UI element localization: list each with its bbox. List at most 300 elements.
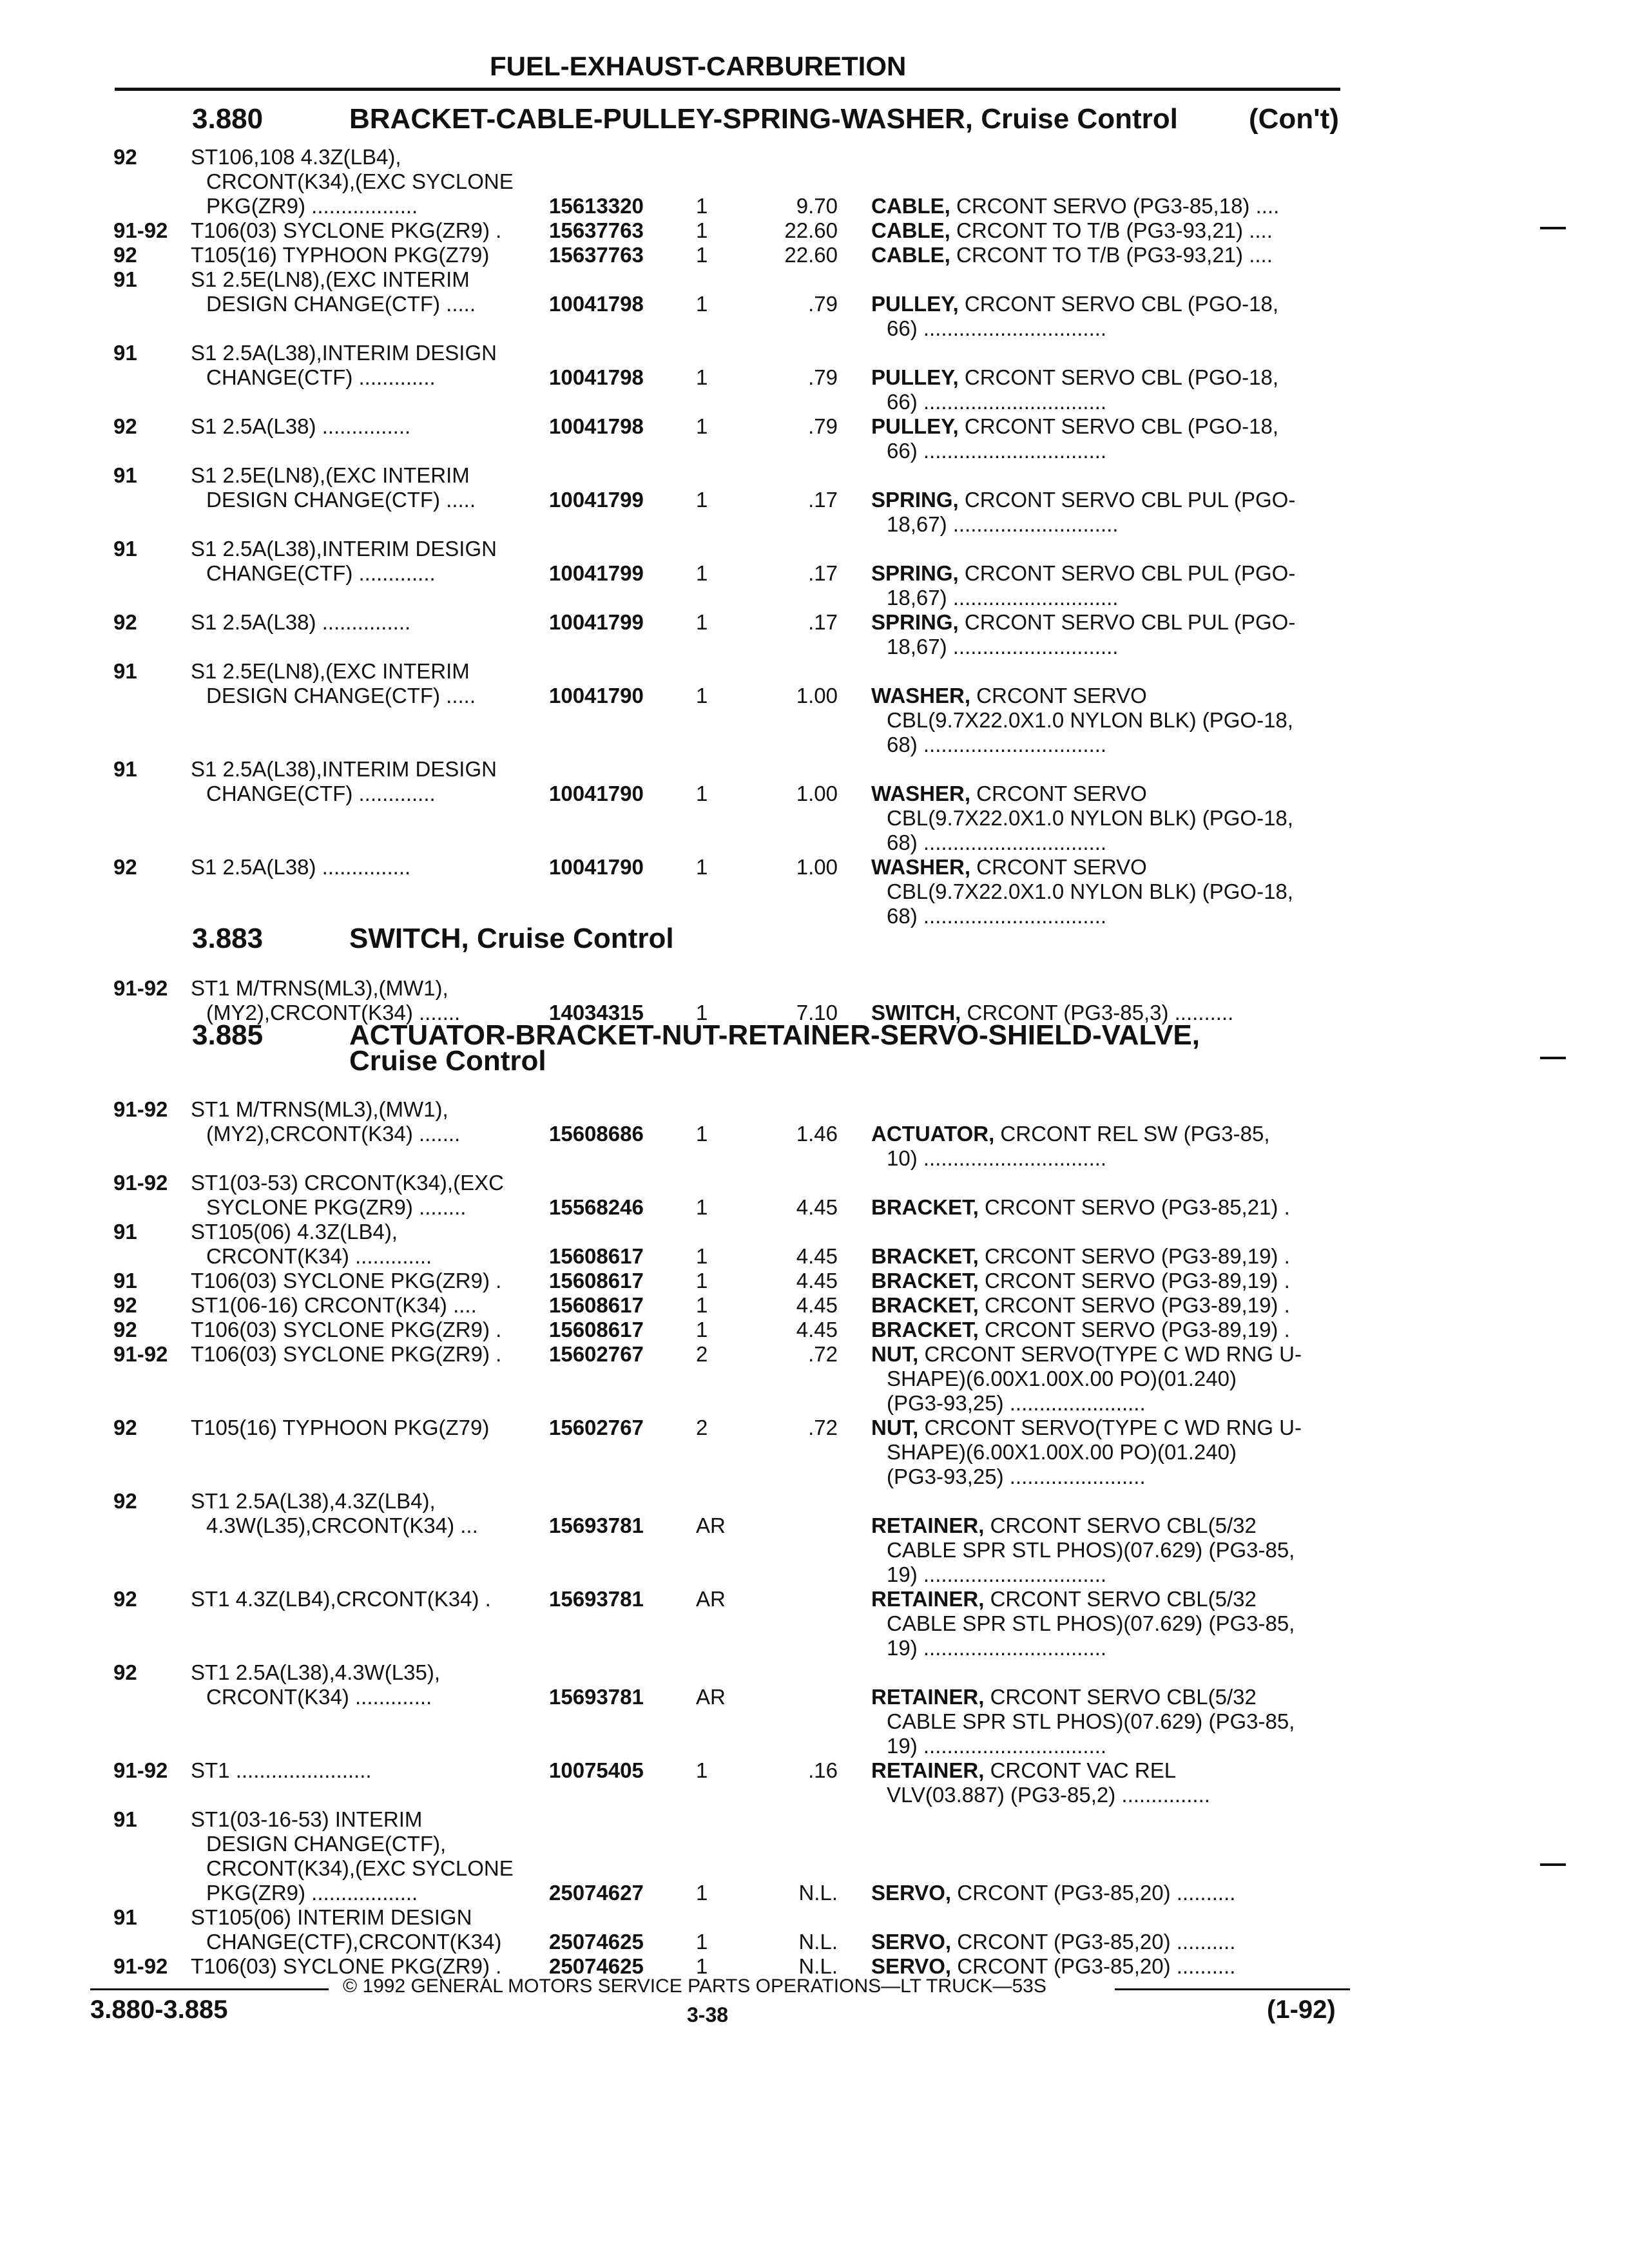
row-part-name-detail: SHAPE)(6.00X1.00X.00 PO)(01.240) [887, 1440, 1237, 1464]
row-quantity: 1 [696, 365, 708, 389]
row-price: 7.10 [796, 1001, 838, 1024]
row-description: ST1(03-16-53) INTERIM [191, 1807, 423, 1831]
row-part-name-keyword: SWITCH, [871, 1001, 961, 1024]
row-part-name [871, 1244, 1290, 1269]
row-part-name [871, 218, 1273, 243]
row-description: ST105(06) 4.3Z(LB4), [191, 1220, 398, 1244]
row-quantity: 1 [696, 488, 708, 512]
row-part-name-keyword: SERVO, [871, 1954, 952, 1978]
row-part-name-keyword: WASHER, [871, 684, 971, 707]
row-part-name-detail: 68) ............................... [887, 904, 1107, 928]
row-part-name [887, 1391, 1146, 1416]
row-part-name-detail: CRCONT VAC REL [984, 1758, 1177, 1782]
row-part-number: 15693781 [549, 1587, 644, 1611]
row-year: 91-92 [113, 1954, 168, 1978]
row-part-name-keyword: BRACKET, [871, 1293, 979, 1317]
row-part-name [871, 1587, 1257, 1611]
row-year: 91-92 [113, 1171, 168, 1195]
row-price: 22.60 [784, 218, 838, 242]
row-part-name-keyword: BRACKET, [871, 1318, 979, 1341]
row-part-number: 15693781 [549, 1514, 644, 1537]
row-quantity: 1 [696, 1122, 708, 1146]
row-part-name [887, 512, 1118, 537]
row-quantity: 1 [696, 1269, 708, 1293]
row-year: 92 [113, 1293, 137, 1317]
row-part-name [871, 1269, 1290, 1293]
row-quantity: 1 [696, 1954, 708, 1978]
row-part-name [871, 1293, 1290, 1318]
section-title: ACTUATOR-BRACKET-NUT-RETAINER-SERVO-SHIELD-VALVE, [349, 1019, 1200, 1051]
row-quantity: AR [696, 1514, 726, 1537]
row-part-name [887, 831, 1106, 855]
row-price: .79 [808, 365, 838, 389]
row-quantity: 1 [696, 292, 708, 316]
row-part-name [871, 1318, 1290, 1342]
row-part-name-detail: CRCONT SERVO CBL(5/32 [984, 1685, 1257, 1709]
page-header-title: FUEL-EXHAUST-CARBURETION [490, 51, 907, 81]
row-part-name-detail: CRCONT SERVO (PG3-85,18) .... [950, 194, 1280, 218]
row-price: N.L. [798, 1930, 838, 1954]
row-year: 91 [113, 341, 137, 365]
row-description: CRCONT(K34),(EXC SYCLONE [206, 1856, 514, 1880]
section-title: BRACKET-CABLE-PULLEY-SPRING-WASHER, Cruise Control [349, 103, 1178, 135]
row-part-name-detail: CRCONT SERVO (PG3-89,19) . [978, 1244, 1290, 1268]
row-description: T106(03) SYCLONE PKG(ZR9) . [191, 1318, 502, 1341]
row-part-name-keyword: CABLE, [871, 243, 950, 267]
row-part-name-keyword: SPRING, [871, 561, 959, 585]
row-part-number: 15602767 [549, 1416, 644, 1439]
row-description: (MY2),CRCONT(K34) ....... [206, 1001, 461, 1024]
row-part-name-detail: CBL(9.7X22.0X1.0 NYLON BLK) (PGO-18, [887, 806, 1293, 830]
row-part-name [887, 733, 1106, 757]
row-price: 22.60 [784, 243, 838, 267]
row-part-name-keyword: SERVO, [871, 1930, 952, 1954]
row-part-name-detail: CRCONT SERVO (PG3-89,19) . [978, 1269, 1290, 1293]
row-description: S1 2.5A(L38) ............... [191, 855, 411, 879]
row-part-name-detail: CABLE SPR STL PHOS)(07.629) (PG3-85, [887, 1538, 1295, 1562]
row-part-name [887, 1562, 1106, 1587]
row-part-name-keyword: NUT, [871, 1416, 919, 1439]
row-description: SYCLONE PKG(ZR9) ........ [206, 1195, 467, 1219]
row-part-name [887, 904, 1106, 928]
row-quantity: AR [696, 1587, 726, 1611]
row-part-name-detail: 18,67) ............................ [887, 512, 1119, 536]
row-part-name-detail: (PG3-93,25) ....................... [887, 1391, 1146, 1415]
row-quantity: 1 [696, 610, 708, 634]
row-part-name-detail: CRCONT SERVO CBL (PGO-18, [958, 365, 1279, 389]
row-description: DESIGN CHANGE(CTF) ..... [206, 684, 476, 707]
row-description: S1 2.5E(LN8),(EXC INTERIM [191, 267, 470, 291]
row-description: CHANGE(CTF) ............. [206, 365, 436, 389]
row-quantity: 2 [696, 1416, 708, 1439]
row-part-number: 15602767 [549, 1342, 644, 1366]
row-part-number: 10041799 [549, 610, 644, 634]
row-part-name [871, 414, 1278, 439]
row-part-name [871, 243, 1273, 267]
row-quantity: 1 [696, 1758, 708, 1782]
footer-copyright: © 1992 GENERAL MOTORS SERVICE PARTS OPERATIONS—LT TRUCK—53S [343, 1975, 1046, 1997]
row-part-name-detail: CRCONT SERVO [970, 855, 1147, 879]
row-part-name [871, 855, 1147, 879]
row-description: ST1(03-53) CRCONT(K34),(EXC [191, 1171, 504, 1195]
row-part-name-keyword: NUT, [871, 1342, 919, 1366]
row-price: 1.00 [796, 782, 838, 805]
row-description: 4.3W(L35),CRCONT(K34) ... [206, 1514, 478, 1537]
header-rule [115, 88, 1340, 91]
row-description: S1 2.5A(L38),INTERIM DESIGN [191, 341, 497, 365]
row-quantity: AR [696, 1685, 726, 1709]
section-title-continuation: Cruise Control [349, 1045, 546, 1077]
row-part-number: 10041790 [549, 684, 644, 707]
row-part-name-detail: CRCONT SERVO [970, 782, 1147, 805]
row-part-name [871, 292, 1278, 316]
row-part-name-detail: 18,67) ............................ [887, 586, 1119, 610]
row-year: 92 [113, 414, 137, 438]
row-year: 91-92 [113, 1342, 168, 1366]
row-part-name-keyword: ACTUATOR, [871, 1122, 995, 1146]
row-part-name-detail: CABLE SPR STL PHOS)(07.629) (PG3-85, [887, 1709, 1295, 1733]
row-part-name-keyword: PULLEY, [871, 292, 959, 316]
row-quantity: 1 [696, 561, 708, 585]
row-part-name-detail: CRCONT SERVO(TYPE C WD RNG U- [918, 1342, 1302, 1366]
row-part-name-detail: (PG3-93,25) ....................... [887, 1465, 1146, 1488]
row-description: S1 2.5E(LN8),(EXC INTERIM [191, 463, 470, 487]
row-part-name [871, 1195, 1290, 1220]
row-part-name-detail: 68) ............................... [887, 733, 1107, 756]
section-title: SWITCH, Cruise Control [349, 923, 674, 954]
row-part-number: 10041798 [549, 365, 644, 389]
row-description: DESIGN CHANGE(CTF) ..... [206, 292, 476, 316]
row-part-name-keyword: RETAINER, [871, 1514, 985, 1537]
row-year: 91 [113, 463, 137, 487]
row-part-name-detail: VLV(03.887) (PG3-85,2) ............... [887, 1783, 1210, 1807]
row-part-number: 15608617 [549, 1269, 644, 1293]
row-part-number: 10041799 [549, 488, 644, 512]
row-part-name [871, 365, 1278, 390]
row-description: CRCONT(K34),(EXC SYCLONE [206, 169, 514, 193]
row-part-name [871, 1758, 1176, 1783]
row-part-name-keyword: SPRING, [871, 488, 959, 512]
row-part-name [871, 684, 1147, 708]
row-description: ST1 M/TRNS(ML3),(MW1), [191, 976, 448, 1000]
row-description: ST1 ....................... [191, 1758, 372, 1782]
row-part-name [887, 1440, 1237, 1465]
row-part-number: 25074625 [549, 1930, 644, 1954]
row-description: S1 2.5E(LN8),(EXC INTERIM [191, 659, 470, 683]
row-part-name [887, 635, 1118, 659]
row-quantity: 1 [696, 782, 708, 805]
row-part-name-keyword: PULLEY, [871, 365, 959, 389]
row-description: S1 2.5A(L38),INTERIM DESIGN [191, 537, 497, 561]
row-price: .17 [808, 561, 838, 585]
row-price: 1.00 [796, 684, 838, 707]
row-quantity: 1 [696, 1930, 708, 1954]
row-description: T106(03) SYCLONE PKG(ZR9) . [191, 1342, 502, 1366]
row-year: 91 [113, 659, 137, 683]
row-year: 92 [113, 610, 137, 634]
row-part-number: 15608686 [549, 1122, 644, 1146]
row-part-name-keyword: BRACKET, [871, 1195, 979, 1219]
row-part-number: 25074627 [549, 1881, 644, 1905]
row-part-name [887, 1783, 1210, 1807]
row-part-name-detail: CRCONT SERVO CBL PUL (PGO- [958, 561, 1296, 585]
row-price: .16 [808, 1758, 838, 1782]
row-year: 91 [113, 267, 137, 291]
row-description: PKG(ZR9) .................. [206, 194, 418, 218]
row-part-name-detail: 66) ............................... [887, 439, 1107, 463]
row-description: CRCONT(K34) ............. [206, 1685, 432, 1709]
row-part-name [887, 1538, 1295, 1562]
row-year: 92 [113, 1416, 137, 1439]
row-description: ST1 2.5A(L38),4.3W(L35), [191, 1660, 441, 1684]
row-part-name [871, 488, 1295, 512]
row-part-name [887, 1709, 1295, 1734]
row-description: CRCONT(K34) ............. [206, 1244, 432, 1268]
row-part-name-detail: CBL(9.7X22.0X1.0 NYLON BLK) (PGO-18, [887, 708, 1293, 732]
row-part-name-detail: CRCONT SERVO (PG3-89,19) . [978, 1318, 1290, 1341]
row-year: 91 [113, 537, 137, 561]
margin-mark [1540, 1863, 1566, 1866]
row-description: S1 2.5A(L38) ............... [191, 610, 411, 634]
row-year: 92 [113, 1660, 137, 1684]
row-quantity: 1 [696, 1318, 708, 1341]
row-description: ST106,108 4.3Z(LB4), [191, 145, 401, 169]
row-year: 91 [113, 1220, 137, 1244]
row-quantity: 1 [696, 684, 708, 707]
row-part-name-detail: 19) ............................... [887, 1636, 1107, 1660]
row-part-number: 10041790 [549, 855, 644, 879]
row-price: 1.46 [796, 1122, 838, 1146]
row-part-name-detail: CRCONT REL SW (PG3-85, [994, 1122, 1270, 1146]
row-description: T106(03) SYCLONE PKG(ZR9) . [191, 1269, 502, 1293]
row-description: PKG(ZR9) .................. [206, 1881, 418, 1905]
row-year: 91 [113, 757, 137, 781]
footer-rule-right [1115, 1988, 1350, 1990]
row-description: CHANGE(CTF) ............. [206, 561, 436, 585]
row-part-name [887, 439, 1106, 463]
row-part-number: 25074625 [549, 1954, 644, 1978]
row-part-name [871, 1122, 1270, 1146]
row-price: 4.45 [796, 1195, 838, 1219]
row-part-name [887, 1611, 1295, 1636]
row-year: 92 [113, 145, 137, 169]
row-part-name [887, 1146, 1106, 1171]
row-quantity: 1 [696, 218, 708, 242]
row-quantity: 1 [696, 1244, 708, 1268]
row-part-name-keyword: RETAINER, [871, 1685, 985, 1709]
row-quantity: 1 [696, 1293, 708, 1317]
footer-page-number: 3-38 [687, 2003, 729, 2026]
row-part-name-keyword: WASHER, [871, 855, 971, 879]
footer-section-range: 3.880-3.885 [90, 1995, 228, 2024]
row-price: 1.00 [796, 855, 838, 879]
row-part-name-keyword: PULLEY, [871, 414, 959, 438]
row-price: 4.45 [796, 1293, 838, 1317]
section-number: 3.880 [192, 103, 264, 135]
row-description: T105(16) TYPHOON PKG(Z79) [191, 243, 490, 267]
row-part-number: 10041798 [549, 414, 644, 438]
row-quantity: 1 [696, 243, 708, 267]
row-part-name [887, 316, 1106, 341]
row-part-name-detail: 66) ............................... [887, 390, 1107, 414]
row-part-name-keyword: RETAINER, [871, 1587, 985, 1611]
row-quantity: 1 [696, 1001, 708, 1024]
row-part-number: 15693781 [549, 1685, 644, 1709]
row-part-name-detail: 18,67) ............................ [887, 635, 1119, 658]
row-description: CHANGE(CTF),CRCONT(K34) [206, 1930, 502, 1954]
row-part-number: 15568246 [549, 1195, 644, 1219]
row-price: .17 [808, 610, 838, 634]
row-part-name [887, 1367, 1237, 1391]
row-part-name-detail: CRCONT SERVO(TYPE C WD RNG U- [918, 1416, 1302, 1439]
margin-mark [1540, 227, 1566, 229]
row-description: ST1 4.3Z(LB4),CRCONT(K34) . [191, 1587, 491, 1611]
row-part-name [887, 1734, 1106, 1758]
row-description: (MY2),CRCONT(K34) ....... [206, 1122, 461, 1146]
row-part-name [871, 610, 1295, 635]
row-part-name [871, 1416, 1302, 1440]
row-year: 91 [113, 1807, 137, 1831]
row-description: CHANGE(CTF) ............. [206, 782, 436, 805]
row-part-name [871, 561, 1295, 586]
row-year: 91 [113, 1905, 137, 1929]
row-year: 91-92 [113, 1097, 168, 1121]
row-part-name-detail: CBL(9.7X22.0X1.0 NYLON BLK) (PGO-18, [887, 879, 1293, 903]
row-description: S1 2.5A(L38),INTERIM DESIGN [191, 757, 497, 781]
row-part-name-detail: CRCONT SERVO [970, 684, 1147, 707]
row-description: ST1 2.5A(L38),4.3Z(LB4), [191, 1489, 436, 1513]
row-year: 92 [113, 1318, 137, 1341]
row-part-number: 10075405 [549, 1758, 644, 1782]
row-quantity: 1 [696, 1195, 708, 1219]
row-description: DESIGN CHANGE(CTF), [206, 1832, 447, 1856]
section-number: 3.883 [192, 923, 264, 954]
row-description: S1 2.5A(L38) ............... [191, 414, 411, 438]
row-quantity: 2 [696, 1342, 708, 1366]
row-part-name-detail: 68) ............................... [887, 831, 1107, 854]
row-quantity: 1 [696, 1881, 708, 1905]
footer-date: (1-92) [1267, 1995, 1336, 2024]
row-description: T106(03) SYCLONE PKG(ZR9) . [191, 218, 502, 242]
row-part-name-detail: CRCONT (PG3-85,3) .......... [961, 1001, 1234, 1024]
row-part-name [871, 1685, 1257, 1709]
row-part-name-detail: CRCONT (PG3-85,20) .......... [951, 1930, 1236, 1954]
row-part-name-keyword: RETAINER, [871, 1758, 985, 1782]
row-part-name-detail: 10) ............................... [887, 1146, 1107, 1170]
row-part-name-keyword: CABLE, [871, 194, 950, 218]
row-part-name-detail: CRCONT SERVO (PG3-85,21) . [978, 1195, 1290, 1219]
row-part-name-detail: CRCONT TO T/B (PG3-93,21) .... [950, 218, 1273, 242]
row-part-name [887, 1636, 1106, 1660]
row-part-name [887, 879, 1293, 904]
row-part-name [871, 1514, 1257, 1538]
row-price: 4.45 [796, 1269, 838, 1293]
row-part-name [887, 1465, 1146, 1489]
row-description: T106(03) SYCLONE PKG(ZR9) . [191, 1954, 502, 1978]
row-part-number: 15608617 [549, 1293, 644, 1317]
row-description: ST1 M/TRNS(ML3),(MW1), [191, 1097, 448, 1121]
row-part-name [871, 1881, 1235, 1905]
row-description: DESIGN CHANGE(CTF) ..... [206, 488, 476, 512]
row-part-number: 15608617 [549, 1244, 644, 1268]
row-part-name [871, 1001, 1233, 1025]
row-part-name [887, 708, 1293, 733]
row-part-name-keyword: SERVO, [871, 1881, 952, 1905]
row-part-name-detail: CRCONT SERVO CBL (PGO-18, [958, 292, 1279, 316]
row-price: .17 [808, 488, 838, 512]
row-part-name [871, 782, 1147, 806]
row-part-number: 10041799 [549, 561, 644, 585]
row-price: N.L. [798, 1881, 838, 1905]
section-number: 3.885 [192, 1019, 264, 1051]
row-year: 91-92 [113, 976, 168, 1000]
row-part-name-keyword: WASHER, [871, 782, 971, 805]
row-year: 91 [113, 1269, 137, 1293]
row-year: 92 [113, 1587, 137, 1611]
row-quantity: 1 [696, 855, 708, 879]
row-part-name-detail: CRCONT SERVO (PG3-89,19) . [978, 1293, 1290, 1317]
row-part-number: 10041798 [549, 292, 644, 316]
row-part-number: 14034315 [549, 1001, 644, 1024]
row-part-name-detail: 66) ............................... [887, 316, 1107, 340]
row-year: 92 [113, 855, 137, 879]
row-year: 91-92 [113, 1758, 168, 1782]
row-description: ST105(06) INTERIM DESIGN [191, 1905, 472, 1929]
row-price: 4.45 [796, 1318, 838, 1341]
row-part-name [871, 194, 1279, 218]
row-part-name [887, 586, 1118, 610]
row-price: 4.45 [796, 1244, 838, 1268]
row-part-name-keyword: BRACKET, [871, 1269, 979, 1293]
row-quantity: 1 [696, 414, 708, 438]
row-price: .79 [808, 292, 838, 316]
row-part-number: 10041790 [549, 782, 644, 805]
row-part-number: 15608617 [549, 1318, 644, 1341]
row-part-name-detail: CRCONT SERVO CBL(5/32 [984, 1587, 1257, 1611]
row-price: 9.70 [796, 194, 838, 218]
row-part-name [887, 390, 1106, 414]
row-part-number: 15637763 [549, 243, 644, 267]
row-part-name-detail: 19) ............................... [887, 1734, 1107, 1758]
row-part-name-detail: CRCONT SERVO CBL (PGO-18, [958, 414, 1279, 438]
row-quantity: 1 [696, 194, 708, 218]
row-part-number: 15613320 [549, 194, 644, 218]
row-part-name-detail: CRCONT SERVO CBL PUL (PGO- [958, 610, 1296, 634]
row-part-name-detail: CRCONT (PG3-85,20) .......... [951, 1954, 1236, 1978]
row-price: .72 [808, 1416, 838, 1439]
footer-rule-left [90, 1988, 329, 1990]
section-continued-label: (Con't) [1249, 103, 1339, 135]
row-part-name-detail: CRCONT (PG3-85,20) .......... [951, 1881, 1236, 1905]
row-year: 91-92 [113, 218, 168, 242]
row-part-name-detail: SHAPE)(6.00X1.00X.00 PO)(01.240) [887, 1367, 1237, 1390]
row-part-name [871, 1342, 1302, 1367]
margin-mark [1540, 1057, 1566, 1059]
row-description: ST1(06-16) CRCONT(K34) .... [191, 1293, 477, 1317]
row-part-name [887, 806, 1293, 831]
row-part-name-detail: 19) ............................... [887, 1562, 1107, 1586]
row-part-name-detail: CRCONT SERVO CBL(5/32 [984, 1514, 1257, 1537]
row-price: N.L. [798, 1954, 838, 1978]
row-part-name-detail: CABLE SPR STL PHOS)(07.629) (PG3-85, [887, 1611, 1295, 1635]
row-description: T105(16) TYPHOON PKG(Z79) [191, 1416, 490, 1439]
row-price: .79 [808, 414, 838, 438]
row-year: 92 [113, 1489, 137, 1513]
row-part-name [871, 1930, 1235, 1954]
row-part-number: 15637763 [549, 218, 644, 242]
row-part-name-detail: CRCONT TO T/B (PG3-93,21) .... [950, 243, 1273, 267]
row-price: .72 [808, 1342, 838, 1366]
